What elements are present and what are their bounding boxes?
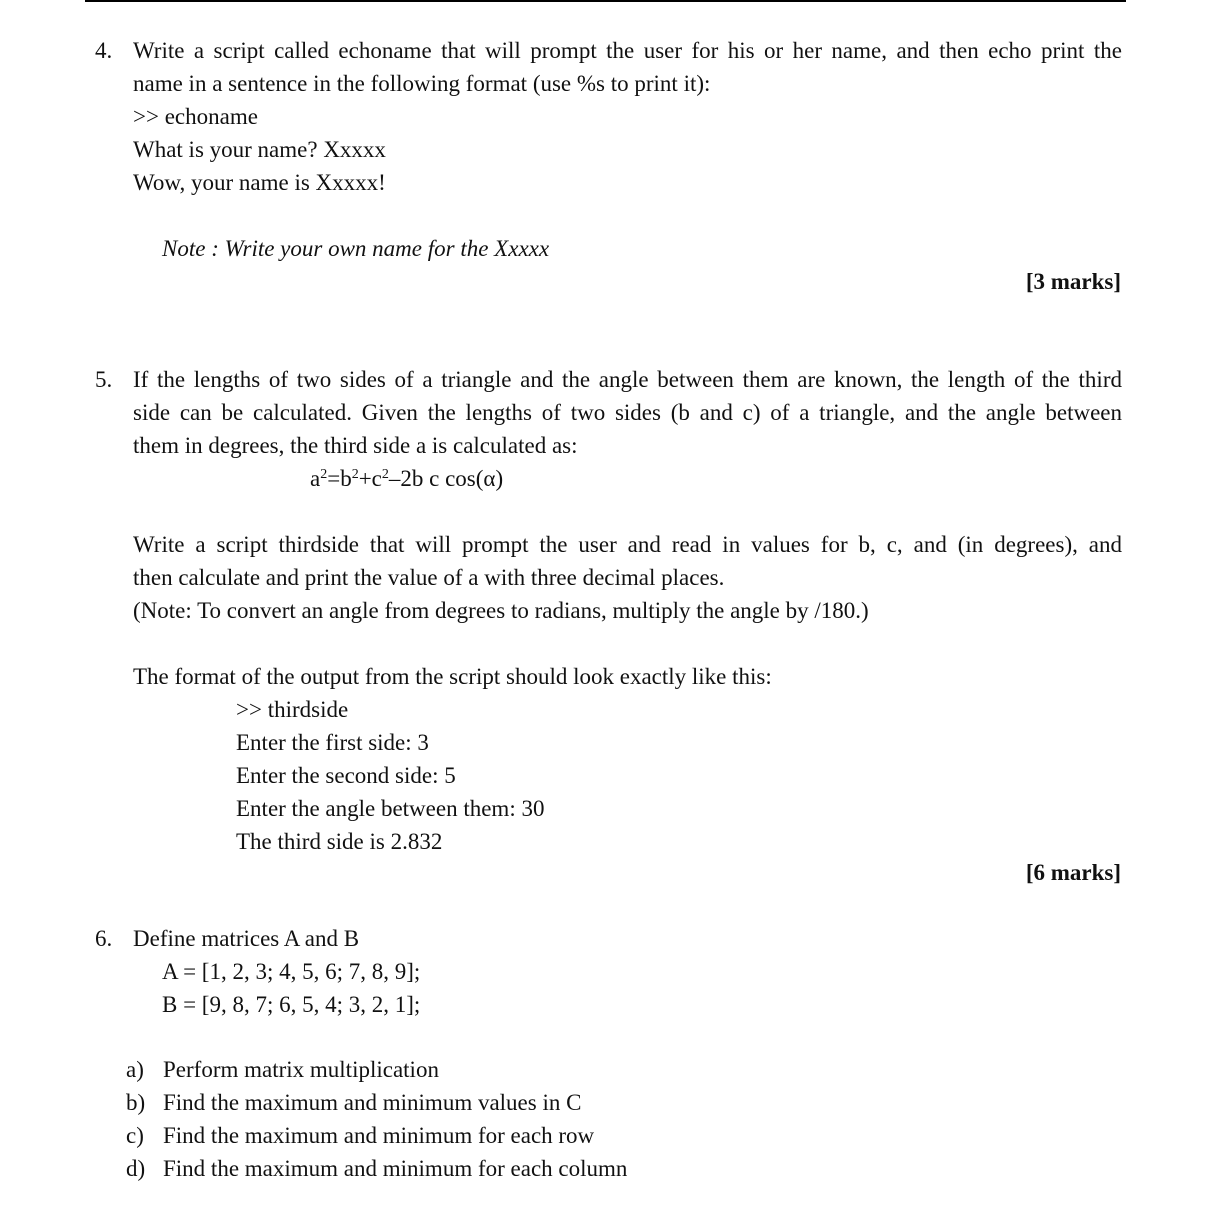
question-5-task-line-1: Write a script thirdside that will prompt the user and read in values for b, c, and (in degrees), and: [133, 532, 1122, 557]
matrix-a-definition: A = [1, 2, 3; 4, 5, 6; 7, 8, 9];: [162, 959, 421, 984]
part-b-text: Find the maximum and minimum values in C: [163, 1090, 582, 1115]
formula-c: +c: [358, 466, 382, 491]
question-5-marks: [6 marks]: [1025, 860, 1121, 885]
formula-b: =b: [327, 466, 352, 491]
question-6-number: 6.: [95, 926, 113, 951]
thirdside-result: The third side is 2.832: [236, 829, 443, 854]
part-c-letter: c): [126, 1123, 144, 1148]
echoname-output: Wow, your name is Xxxxx!: [133, 170, 386, 195]
formula-exponent: 2: [381, 467, 389, 482]
formula-a: a: [310, 466, 321, 491]
echoname-command: >> echoname: [133, 104, 258, 129]
thirdside-command: >> thirdside: [236, 697, 349, 722]
question-5-intro-line-3: them in degrees, the third side a is calculated as:: [133, 433, 578, 458]
question-5-intro-line-2: side can be calculated. Given the lengths of two sides (b and c) of a triangle, and the angle between: [133, 400, 1122, 425]
question-5-number: 5.: [95, 367, 113, 392]
thirdside-angle: Enter the angle between them: 30: [236, 796, 545, 821]
part-a-text: Perform matrix multiplication: [163, 1057, 439, 1082]
matrix-b-definition: B = [9, 8, 7; 6, 5, 4; 3, 2, 1];: [162, 992, 421, 1017]
part-d-letter: d): [126, 1156, 146, 1181]
question-6-intro: Define matrices A and B: [133, 926, 360, 951]
question-4-line-2: name in a sentence in the following format (use %s to print it):: [133, 71, 711, 96]
question-4-note: Note : Write your own name for the Xxxxx: [162, 236, 550, 261]
echoname-prompt: What is your name? Xxxxx: [133, 137, 386, 162]
part-c-text: Find the maximum and minimum for each row: [163, 1123, 595, 1148]
part-d-text: Find the maximum and minimum for each column: [163, 1156, 628, 1181]
question-4-number: 4.: [95, 38, 113, 63]
formula-exponent: 2: [351, 467, 359, 482]
formula-rest: –2b c cos(α): [388, 466, 504, 491]
question-5-intro-line-1: If the lengths of two sides of a triangle and the angle between them are known, the length of the third: [133, 367, 1122, 392]
question-4-marks: [3 marks]: [1025, 269, 1121, 294]
question-5-task-line-2: then calculate and print the value of a with three decimal places.: [133, 565, 725, 590]
formula-exponent: 2: [320, 467, 328, 482]
question-5-format-intro: The format of the output from the script should look exactly like this:: [133, 664, 772, 689]
top-rule: [85, 0, 1126, 2]
law-of-cosines-formula: [310, 467, 503, 490]
part-b-letter: b): [126, 1090, 146, 1115]
question-5-task-line-3: (Note: To convert an angle from degrees to radians, multiply the angle by /180.): [133, 598, 869, 623]
thirdside-second-side: Enter the second side: 5: [236, 763, 456, 788]
thirdside-first-side: Enter the first side: 3: [236, 730, 429, 755]
question-4-line-1: Write a script called echoname that will prompt the user for his or her name, and then echo print the: [133, 38, 1122, 63]
part-a-letter: a): [126, 1057, 144, 1082]
